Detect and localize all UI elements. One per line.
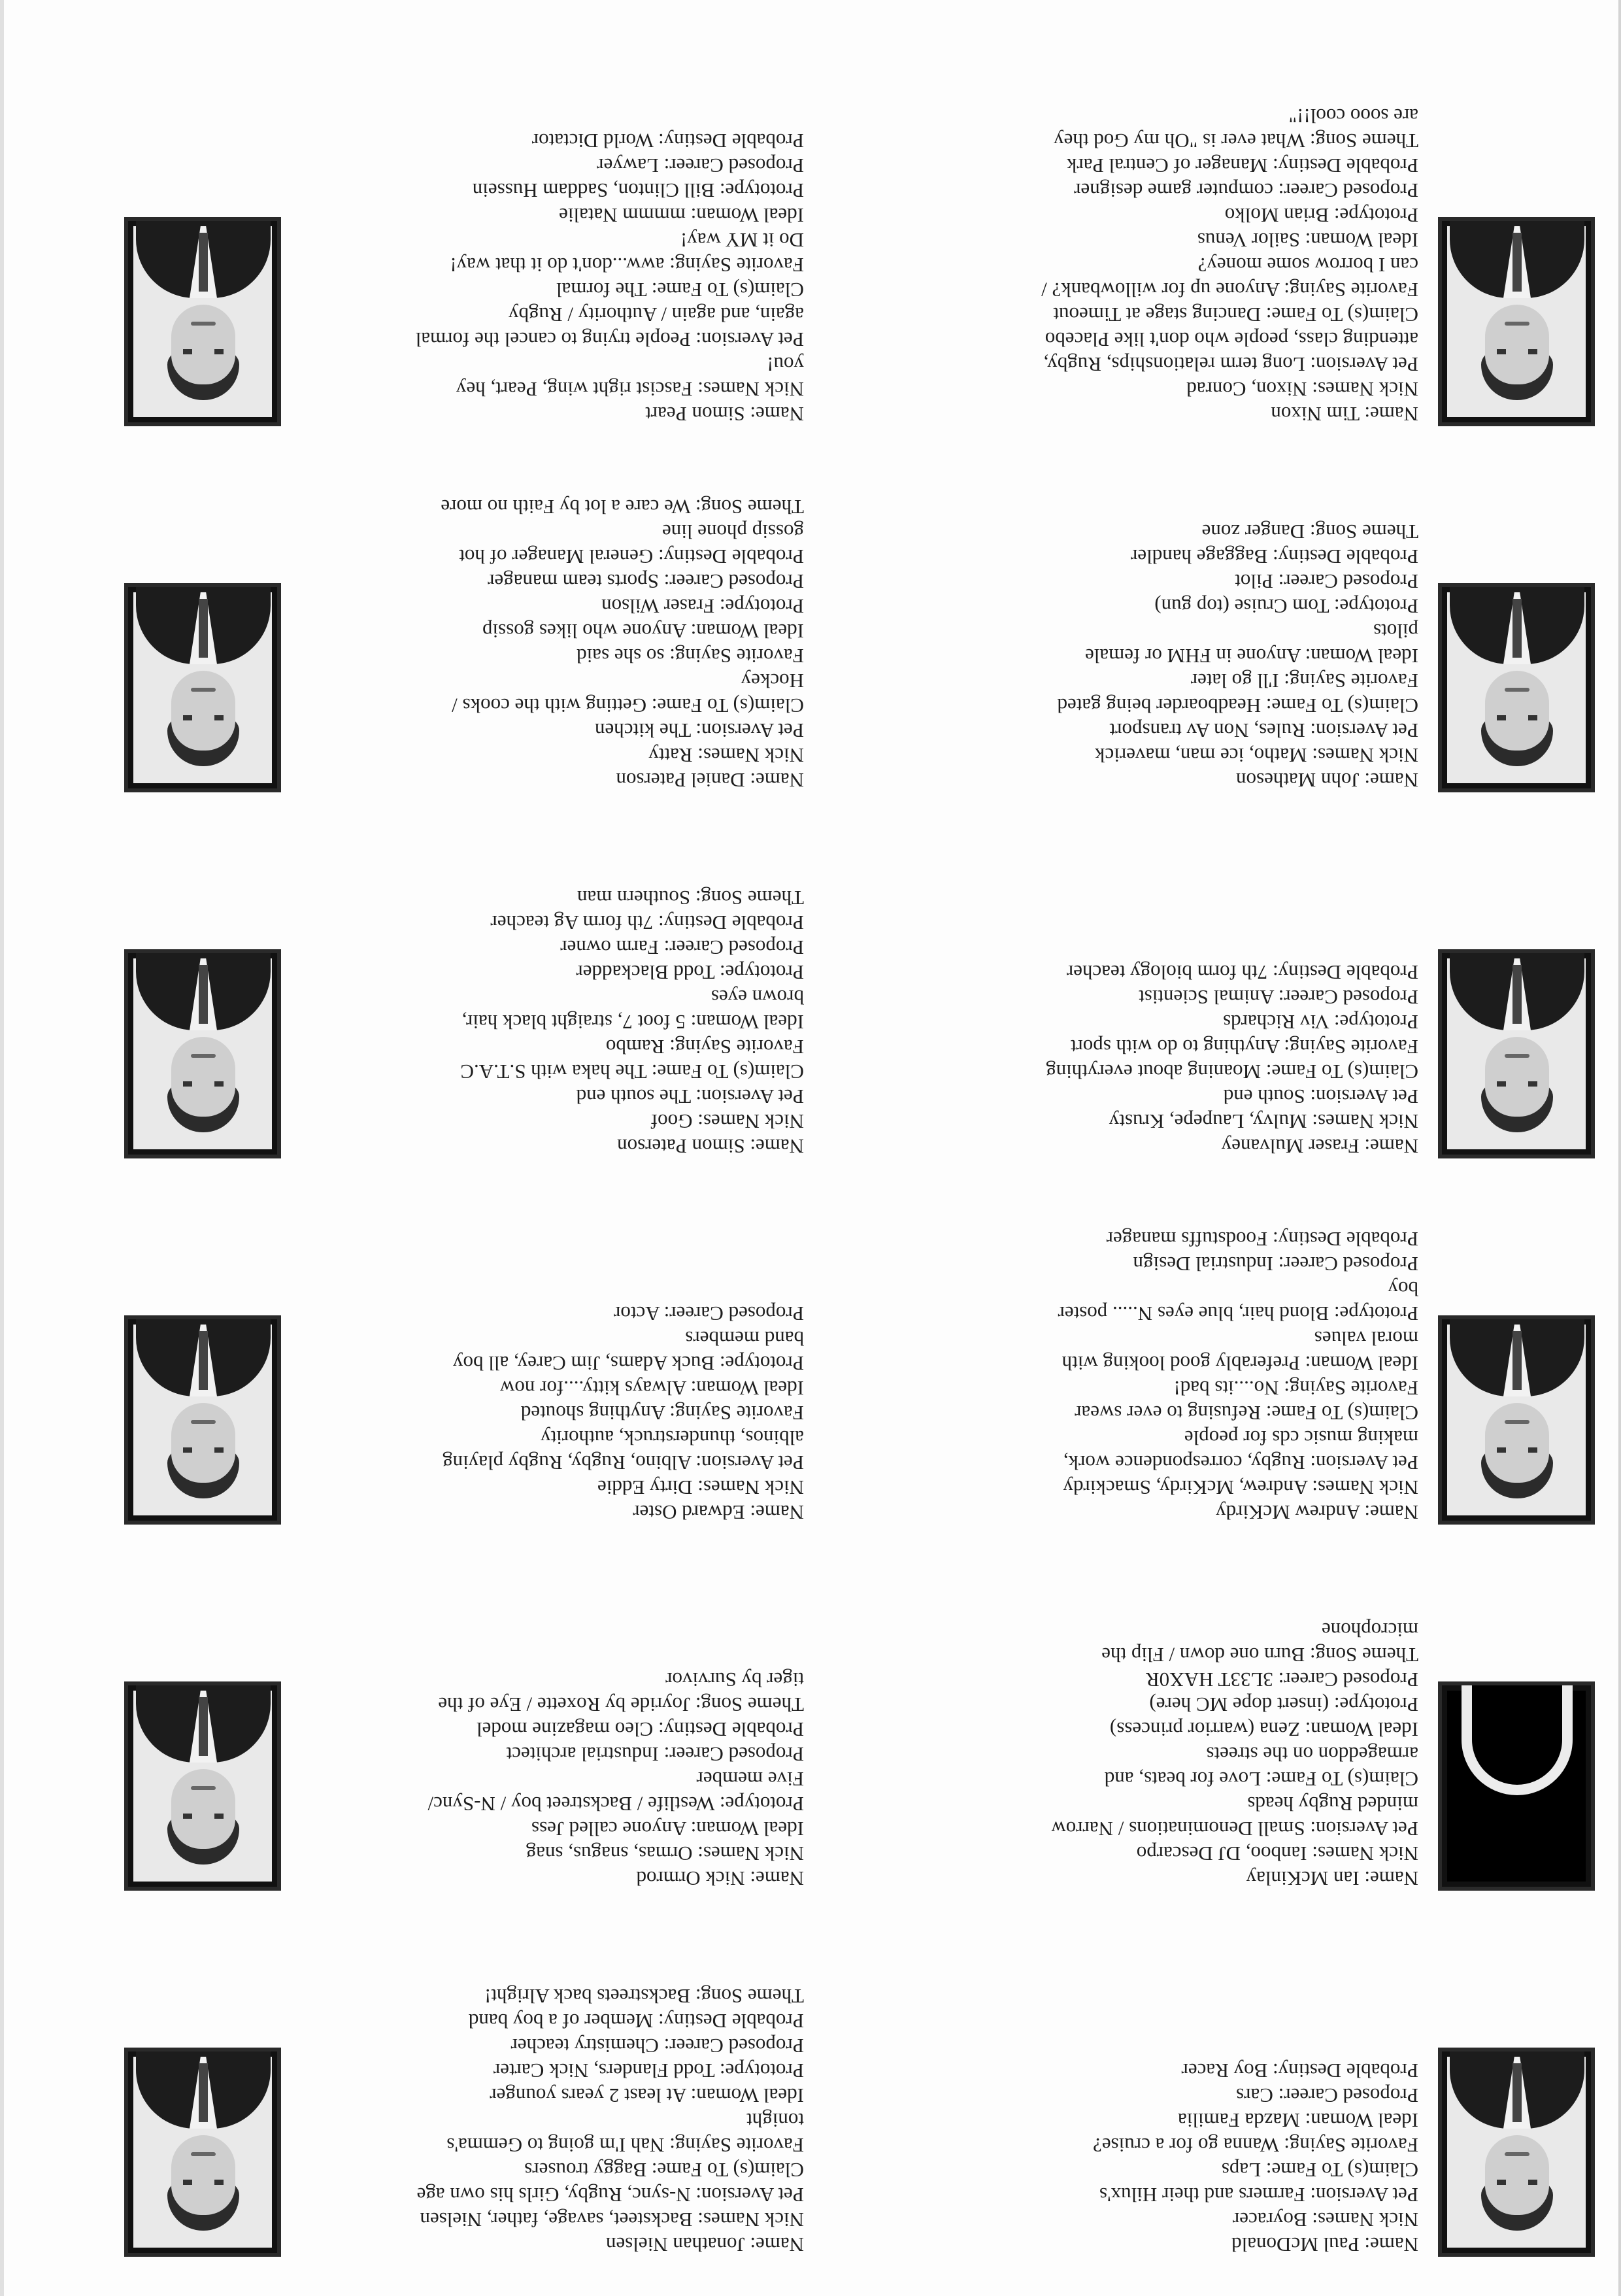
profile-text: [294, 128, 804, 426]
profile-line: Favorite Saying: Rambo: [605, 1036, 804, 1058]
profile-line: Name: Daniel Paterson: [616, 769, 804, 792]
profile-text: [909, 1226, 1418, 1525]
profile-text: [294, 885, 804, 1158]
profile-line: Probable Destiny: General Manager of hot: [459, 545, 804, 568]
profile-line: Proposed Career: Industrial architect: [506, 1743, 804, 1766]
profile-line: Prototype: Todd Flanders, Nick Carter: [493, 2059, 804, 2082]
profile-line: Claim(s) To Fame: The formal: [556, 279, 804, 301]
profile-line: Nick Names: Ratty: [648, 744, 804, 767]
portrait-photo: [124, 583, 281, 792]
profile-line: making music cds for people: [1184, 1427, 1418, 1449]
profile-line: Proposed Career: Animal Scientist: [1139, 986, 1418, 1009]
profile-line: Name: Edward Oster: [633, 1501, 804, 1524]
profile-line: brown eyes: [710, 986, 804, 1009]
profile-line: Theme Song: Backstreets back Alright!: [484, 1985, 804, 2008]
profile-line: Favorite Saying: No....its bad!: [1173, 1377, 1418, 1400]
profile-line: Favorite Saying: aww...don't do it that way!: [450, 254, 804, 277]
profile-line: Favorite Saying: Anyone up for willowbank? /: [1041, 279, 1418, 301]
profile-line: Theme Song: Danger zone: [1201, 520, 1418, 543]
profile-line: Proposed Career: 3L33T HAX0R: [1145, 1668, 1418, 1691]
profile-text: [294, 1301, 804, 1525]
profile-line: Pet Aversion: South end: [1223, 1085, 1418, 1108]
profile-line: Claim(s) To Fame: Moaning about everything: [1046, 1060, 1418, 1083]
profile-line: Name: Paul McDonald: [1231, 2233, 1418, 2256]
profile-line: Ideal Woman: At least 2 years younger: [490, 2084, 804, 2107]
profile-line: tiger by Survivor: [665, 1668, 804, 1691]
profile-text: [909, 2058, 1418, 2257]
profile-text: [294, 494, 804, 792]
profile-line: Theme Song: Joyride by Roxette / Eye of the: [438, 1693, 804, 1716]
profile-line: Hockey: [741, 669, 804, 692]
profile-line: Name: Fraser Mulvaney: [1221, 1135, 1418, 1158]
profile-line: moral values: [1314, 1327, 1418, 1350]
profile-line: microphone: [1321, 1619, 1418, 1642]
profile-line: Prototype: Fraser Wilson: [601, 595, 804, 618]
profile-line: albinos, thunderstruck, authority: [541, 1427, 804, 1449]
profile-text: [909, 519, 1418, 792]
profile-line: Claim(s) To Fame: Dancing stage at Timeout: [1053, 303, 1418, 326]
profile-line: minded Rugby heads: [1247, 1793, 1418, 1815]
profile-line: Proposed Career: Industrial Design: [1133, 1253, 1418, 1275]
profile-line: Ideal Woman: mmmm Natalie: [559, 204, 804, 227]
profile-line: Nick Names: Mulvy, Laupepe, Krusty: [1109, 1110, 1418, 1133]
profile-line: Probable Destiny: Member of a boy band: [468, 2010, 804, 2033]
profile-line: Name: Simon Peart: [645, 403, 804, 426]
profile-line: Pet Aversion: The kitchen: [595, 719, 804, 742]
portrait-photo: [124, 1315, 281, 1525]
profile-line: Ideal Woman: Anyone who likes gossip: [482, 620, 804, 643]
profile-line: Do it MY way!: [680, 229, 804, 252]
profile-line: Nick Names: Andrew, McKirdy, Smackirdy: [1063, 1476, 1418, 1499]
profile-line: Proposed Career: Cars: [1236, 2084, 1418, 2107]
profile-line: Claim(s) To Fame: Laps: [1221, 2159, 1418, 2182]
profile-line: Pet Aversion: Rugby, correspondence work,: [1063, 1451, 1418, 1474]
profile-line: Proposed Career: computer game designer: [1074, 179, 1418, 202]
profile-line: Favorite Saying: Anything to do with sport: [1070, 1036, 1418, 1058]
profile-line: Pet Aversion: The south end: [576, 1085, 804, 1108]
portrait-photo: [124, 949, 281, 1158]
profile-line: Name: Simon Paterson: [617, 1135, 804, 1158]
profile-line: Probable Destiny: Baggage handler: [1131, 545, 1418, 568]
profile-line: Proposed Career: Pilot: [1235, 570, 1418, 593]
profile-line: pilots: [1373, 620, 1418, 643]
profile-line: Prototype: Todd Blackadder: [576, 961, 804, 984]
profile-line: Name: Andrew McKirdy: [1216, 1501, 1418, 1524]
portrait-photo: [124, 2048, 281, 2257]
portrait-photo: [124, 1681, 281, 1891]
profile-john-matheson: [915, 439, 1595, 792]
profile-tim-nixon: [915, 73, 1595, 426]
profile-line: Pet Aversion: Small Denominations / Narrow: [1051, 1817, 1418, 1840]
profile-line: Favorite Saying: Wanna go for a cruise?: [1093, 2134, 1418, 2157]
profile-line: again, and again / Authority / Rugby: [508, 303, 804, 326]
profile-line: can I borrow some money?: [1197, 254, 1418, 277]
profile-simon-paterson: [124, 805, 804, 1158]
profile-line: Nick Names: Fascist right wing, Peart, hey: [456, 378, 804, 401]
profile-line: Pet Aversion: Long term relationships, Rugby,: [1043, 353, 1418, 376]
profile-line: Favorite Saying: so she said: [577, 645, 804, 667]
profile-line: Probable Destiny: 7th form Ag teacher: [490, 911, 804, 934]
profile-line: Pet Aversion: N-sync, Rugby, Girls his own age: [416, 2184, 804, 2206]
profile-line: Pet Aversion: People trying to cancel the formal: [415, 328, 804, 351]
profile-line: Probable Destiny: Foodstuffs manager: [1106, 1228, 1418, 1251]
profile-line: Pet Aversion: Rules, Non Av transport: [1109, 719, 1418, 742]
profile-line: Nick Names: Nixon, Conrad: [1186, 378, 1418, 401]
profile-line: gossip phone line: [662, 520, 804, 543]
profile-line: Five member: [696, 1768, 804, 1791]
profile-line: Theme Song: Burn one down / Flip the: [1101, 1644, 1418, 1666]
profile-line: Probable Destiny: Manager of Central Park: [1066, 154, 1418, 177]
profile-andrew-mckirdy: [915, 1172, 1595, 1525]
profile-simon-peart: [124, 73, 804, 426]
profile-line: Prototype: Tom Cruise (top gun): [1154, 595, 1418, 618]
profile-line: Name: John Matheson: [1236, 769, 1418, 792]
profile-line: Ideal Woman: 5 foot 7, straight black hair,: [461, 1011, 804, 1034]
portrait-photo: [1438, 949, 1595, 1158]
profile-line: Proposed Career: Farm owner: [560, 936, 804, 959]
profile-line: Ideal Woman: Anyone called Jess: [531, 1817, 804, 1840]
profile-text: [909, 1617, 1418, 1891]
portrait-placeholder: [1438, 1681, 1595, 1891]
profile-line: are sooo cool!!": [1288, 105, 1418, 127]
profile-line: Theme Song: What ever is "Oh my God they: [1054, 129, 1418, 152]
profile-line: you!: [767, 353, 804, 376]
portrait-photo: [1438, 2048, 1595, 2257]
profile-line: Favorite Saying: I'll go later: [1190, 669, 1418, 692]
profile-line: Pet Aversion: Farmers and their Hilux's: [1099, 2184, 1418, 2206]
profile-line: Nick Names: Backsteet, savage, father, Nielsen: [420, 2208, 804, 2231]
profile-line: attending class, people who don't like Placebo: [1044, 328, 1418, 351]
profile-text: [294, 1667, 804, 1891]
profile-line: Prototype: Buck Adams, Jim Carey, all boy: [453, 1352, 804, 1375]
profile-line: boy: [1388, 1277, 1418, 1300]
profile-line: Nick Names: Ianboo, DJ Descarpo: [1136, 1842, 1418, 1865]
profile-line: Ideal Woman: Mazda Familia: [1178, 2109, 1418, 2132]
profile-line: Probable Destiny: World Dictator: [531, 129, 804, 152]
profile-line: Ideal Woman: Zena (warrior princess): [1109, 1718, 1418, 1741]
profile-line: tonight: [746, 2109, 804, 2132]
profile-line: Claim(s) To Fame: The haka with S.T.A.C: [460, 1060, 804, 1083]
portrait-photo: [1438, 583, 1595, 792]
profile-text: [294, 1984, 804, 2257]
profile-line: Claim(s) To Fame: Getting with the cooks /: [452, 694, 804, 717]
profile-line: Prototype: Blond hair, blue eyes N..... poster: [1058, 1302, 1418, 1325]
profile-fraser-mulvaney: [915, 805, 1595, 1158]
profile-line: armageddon on the streets: [1206, 1743, 1418, 1766]
profile-line: Pet Aversion: Albino, Rugby, Rugby playing: [443, 1451, 804, 1474]
profile-edward-oster: [124, 1172, 804, 1525]
profile-line: Probable Destiny: 7th form biology teacher: [1066, 961, 1418, 984]
profile-text: [909, 103, 1418, 426]
profile-line: Name: Jonathan Nielsen: [605, 2233, 804, 2256]
profile-line: Ideal Woman: Preferably good looking with: [1061, 1352, 1418, 1375]
profile-line: Claim(s) To Fame: Refusing to ever swear: [1075, 1402, 1418, 1425]
profile-line: Theme Song: Southern man: [577, 886, 804, 909]
profile-line: Proposed Career: Actor: [614, 1302, 804, 1325]
profile-line: Nick Names: Dirty Eddie: [597, 1476, 804, 1499]
profile-line: Proposed Career: Sports team manager: [488, 570, 804, 593]
profile-line: Claim(s) To Fame: Headboarder being gated: [1057, 694, 1418, 717]
profile-line: Name: Tim Nixon: [1271, 403, 1418, 426]
profile-nick-ormrod: [124, 1538, 804, 1891]
profile-line: Favorite Saying: Anything shouted: [520, 1402, 804, 1425]
profile-line: Ideal Woman: Always kitty....for now: [499, 1377, 804, 1400]
profile-line: Nick Names: Boyracer: [1232, 2208, 1418, 2231]
profile-line: Claim(s) To Fame: Baggy trousers: [524, 2159, 804, 2182]
profile-line: Nick Names: Matho, ice man, maverick: [1095, 744, 1418, 767]
profile-line: Prototype: Viv Richards: [1223, 1011, 1418, 1034]
portrait-photo: [124, 217, 281, 426]
profile-line: Prototype: Brian Molko: [1224, 204, 1418, 227]
profile-daniel-paterson: [124, 439, 804, 792]
profile-paul-mcdonald: [915, 1904, 1595, 2257]
profile-text: [909, 960, 1418, 1158]
profile-line: Proposed Career: Chemistry teacher: [510, 2034, 804, 2057]
portrait-photo: [1438, 217, 1595, 426]
profile-line: Probable Destiny: Boy Racer: [1181, 2059, 1418, 2082]
profile-line: Theme Song: We care a lot by Faith no more: [441, 496, 804, 518]
profile-line: Prototype: Bill Clinton, Saddam Hussein: [472, 179, 804, 202]
profile-line: band members: [685, 1327, 804, 1350]
profile-line: Name: Ian McKinlay: [1246, 1867, 1418, 1890]
profile-line: Claim(s) To Fame: Love for beats, and: [1104, 1768, 1418, 1791]
profile-line: Ideal Woman: Anyone in FHM or female: [1084, 645, 1418, 667]
profile-line: Nick Names: Goof: [650, 1110, 804, 1133]
profile-line: Prototype: Westlife / Backstreet boy / N-Sync/: [427, 1793, 804, 1815]
portrait-photo: [1438, 1315, 1595, 1525]
profile-line: Probable Destiny: Cleo magazine model: [476, 1718, 804, 1741]
profile-ian-mckinlay: [915, 1538, 1595, 1891]
profile-line: Favorite Saying: Nah I'm going to Gemma's: [446, 2134, 804, 2157]
profile-line: Ideal Woman: Sailor Venus: [1197, 229, 1418, 252]
profile-line: Name: Nick Ormrod: [636, 1867, 804, 1890]
profile-line: Nick Names: Ormas, snagus, snag: [526, 1842, 804, 1865]
profile-line: Proposed Career: Lawyer: [597, 154, 804, 177]
profile-jonathan-nielsen: [124, 1904, 804, 2257]
profile-line: Prototype: (insert dope MC here): [1149, 1693, 1418, 1716]
